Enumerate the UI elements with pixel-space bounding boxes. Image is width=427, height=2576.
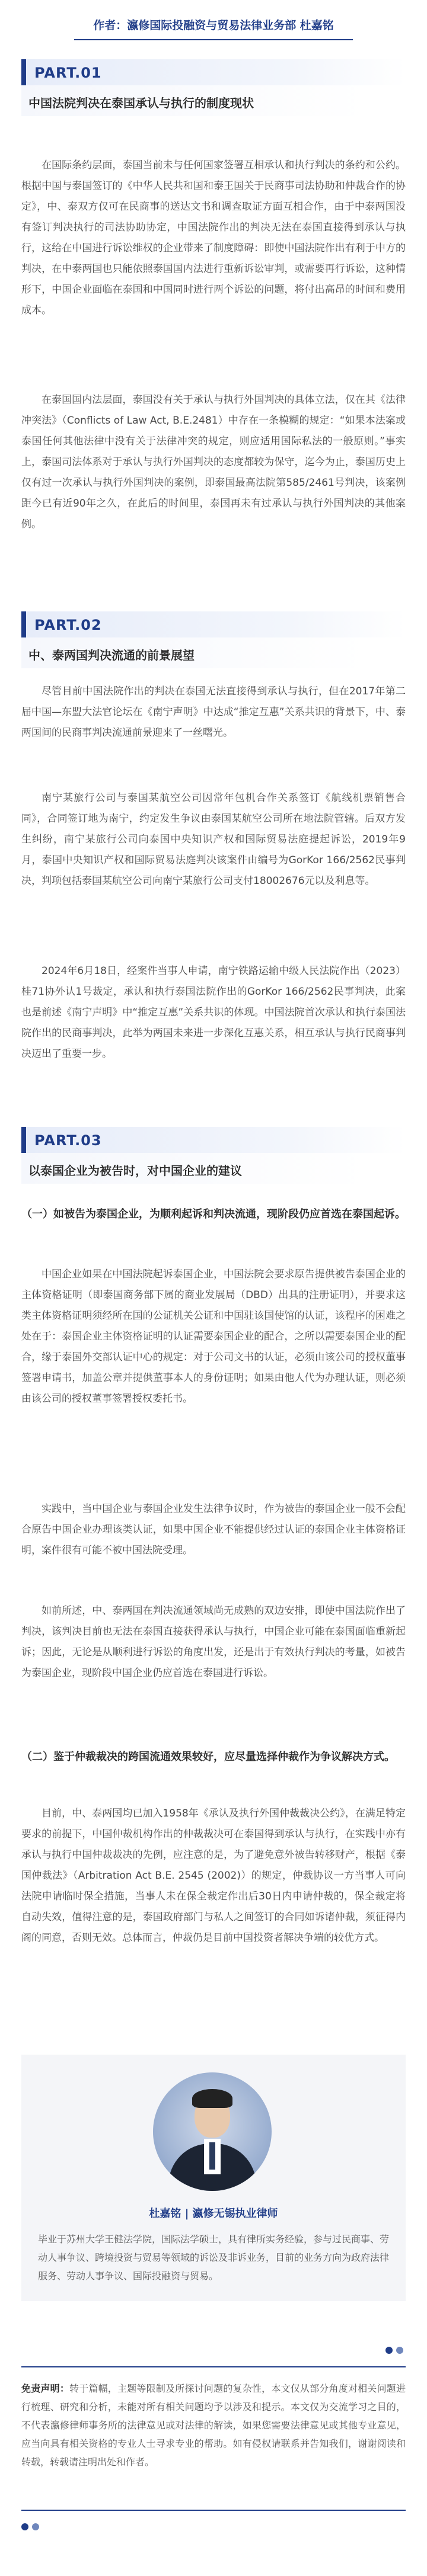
section-1-paragraph-1: 在国际条约层面，泰国当前未与任何国家签署互相承认和执行判决的条约和公约。根据中国与泰国签订的《中华人民共和国和泰王国关于民商事司法协助和仲裁合作的协定》，中、泰双方仅可在民商事的送达文书和调查取证方面互相合作，由于中泰两国没有签订判决执行的司法协助协定，中国法院作出的判决无法在泰国直接得到承认与执行，这给在中国进行诉讼维权的企业带来了制度障碍：即使中国法院作出有利于中方的判决，在中泰两国也只能依照泰国国内法进行重新诉讼审判，或需要再行诉讼，这种情形下，中国企业面临在泰国和中国同时进行两个诉讼的问题，将付出高昂的时间和费用成本。 xyxy=(21,159,406,316)
section-1-part-bar xyxy=(21,59,406,85)
section-1-paragraph-2: 在泰国国内法层面，泰国没有关于承认与执行外国判决的具体立法，仅在其《法律冲突法》（Conflicts of Law Act, B.E.2481）中存在一条模糊的规定：“如果本法案或泰国任何其他法律中没有关于法律冲突的规定，则应适用国际私法的一般原则。”事实上，泰国司法体系对于承认与执行外国判决的态度都较为保守，迄今为止，泰国历史上仅有过一次承认与执行外国判决的案例，即泰国最高法院第585/2461号判决，该案例距今已有近90年之久，在此后的时间里，泰国再未有过承认与执行外国判决的其他案例。 xyxy=(21,394,406,530)
section-3-1-paragraph-2: 实践中，当中国企业与泰国企业发生法律争议时，作为被告的泰国企业一般不会配合原告中国企业办理该类认证，如果中国企业不能提供经过认证的泰国企业主体资格证明，案件很有可能不被中国法院受理。 xyxy=(21,1503,406,1556)
section-2-paragraph-1: 尽管目前中国法院作出的判决在泰国无法直接得到承认与执行，但在2017年第二届中国—东盟大法官论坛在《南宁声明》中达成“推定互惠”关系共识的背景下，中、泰两国间的民商事判决流通前景迎来了一丝曙光。 xyxy=(21,685,406,739)
section-3-1-paragraph-1: 中国企业如果在中国法院起诉泰国企业，中国法院会要求原告提供被告泰国企业的主体资格证明（即泰国商务部下属的商业发展局（DBD）出具的注册证明），并要求这类主体资格证明须经所在国的公证机关公证和中国驻该国使馆的认证，该程序的困难之处在于：泰国企业主体资格证明的认证需要泰国企业的配合，之所以需要泰国企业的配合，缘于泰国外交部认证中心的规定：对于公司文书的认证，必须由该公司的授权董事签署申请书，加盖公章并提供董事本人的身份证明；如果由他人代为办理认证，则必须由该公司的授权董事签署授权委托书。 xyxy=(21,1268,406,1405)
divider-rule-top xyxy=(21,2366,406,2367)
dot-icon xyxy=(21,2523,28,2530)
author-avatar xyxy=(153,2072,272,2191)
section-1-title-bar xyxy=(21,85,406,116)
disclaimer-label: 免责声明： xyxy=(21,2383,70,2394)
section-3-part-label: PART.03 xyxy=(34,1132,102,1149)
dot-icon xyxy=(385,2347,393,2354)
avatar-hair-shape xyxy=(192,2089,232,2108)
section-2-header xyxy=(21,611,406,668)
dot-icon xyxy=(396,2347,403,2354)
author-card-name: 杜嘉铭 | 瀛修无锡执业律师 xyxy=(149,2207,278,2220)
section-2-title: 中、泰两国判决流通的前景展望 xyxy=(28,648,195,662)
section-1-header xyxy=(21,59,406,116)
section-1-part-label: PART.01 xyxy=(34,65,102,81)
section-3-title-bar xyxy=(21,1153,406,1184)
divider-dots-top xyxy=(385,2345,407,2356)
section-1-title: 中国法院判决在泰国承认与执行的制度现状 xyxy=(28,96,254,110)
divider-dots-bottom xyxy=(21,2521,43,2533)
dot-icon xyxy=(32,2523,39,2530)
section-2-part-bar xyxy=(21,611,406,637)
author-card-bio: 毕业于苏州大学王健法学院，国际法学硕士，具有律所实务经验，参与过民商事、劳动人事争议、跨境投资与贸易等领域的诉讼及非诉业务，目前的业务方向为政府法律服务、劳动人事争议、国际投融资与贸易。 xyxy=(38,2234,390,2282)
section-3-subheading-1: （一）如被告为泰国企业，为顺利起诉和判决流通，现阶段仍应首选在泰国起诉。 xyxy=(21,1208,406,1220)
divider-rule-bottom xyxy=(21,2510,406,2511)
disclaimer xyxy=(21,2379,406,2471)
section-3-subheading-2: （二）鉴于仲裁裁决的跨国流通效果较好，应尽量选择仲裁作为争议解决方式。 xyxy=(21,1751,395,1763)
section-2-paragraph-3: 2024年6月18日，经案件当事人申请，南宁铁路运输中级人民法院作出（2023）桂71协外认1号裁定，承认和执行泰国法院作出的GorKor 166/2562民事判决，此案也是前述《南宁声明》中“推定互惠”关系共识的体现。中国法院首次承认和执行泰国法院作出的民商事判决，此举为两国未来进一步深化互惠关系，相互承认与执行民商事判决迈出了重要一步。 xyxy=(21,965,406,1060)
section-3-title: 以泰国企业为被告时，对中国企业的建议 xyxy=(28,1164,242,1178)
author-underline xyxy=(74,39,353,40)
section-3-2-paragraph-1: 目前，中、泰两国均已加入1958年《承认及执行外国仲裁裁决公约》，在满足特定要求的前提下，中国仲裁机构作出的仲裁裁决可在泰国得到承认与执行，在实践中亦有承认与执行中国仲裁裁决的先例，应注意的是，为了避免意外被告转移财产，根据《泰国仲裁法》（Arbitration Act B.E. 2545 (2002)）的规定，仲裁协议一方当事人可向法院申请临时保全措施，当事人未在保全裁定作出后30日内申请仲裁的，保全裁定将自动失效，值得注意的是，泰国政府部门与私人之间签订的合同如诉诸仲裁，须征得内阁的同意，否则无效。总体而言，仲裁仍是目前中国投资者解决争端的较优方式。 xyxy=(21,1808,406,1944)
author-line: 作者：瀛修国际投融资与贸易法律业务部 杜嘉铭 xyxy=(93,19,334,32)
avatar-tie-shape xyxy=(209,2142,215,2170)
section-3-part-bar xyxy=(21,1127,406,1153)
section-2-title-bar xyxy=(21,637,406,668)
section-3-header xyxy=(21,1127,406,1184)
section-2-paragraph-2: 南宁某旅行公司与泰国某航空公司因常年包机合作关系签订《航线机票销售合同》，合同签订地为南宁，约定发生争议由泰国某航空公司所在地法院管辖。后双方发生纠纷，南宁某旅行公司向泰国中央知识产权和国际贸易法庭提起诉讼，2019年9月，泰国中央知识产权和国际贸易法庭判决该案件由编号为GorKor 166/2562民事判决，判项包括泰国某航空公司向南宁某旅行公司支付18002676元以及利息等。 xyxy=(21,792,406,887)
section-2-part-label: PART.02 xyxy=(34,617,102,633)
disclaimer-text: 转于篇幅，主题等限制及所探讨问题的复杂性，本文仅从部分角度对相关问题进行梳理、研究和分析，未能对所有相关问题均予以涉及和提示。本文仅为交流学习之目的，不代表瀛修律师事务所的法律意见或对法律的解读，如果您需要法律意见或其他专业意见，应当向具有相关资格的专业人士寻求专业的帮助。如有侵权请联系并告知我们，谢谢阅读和转载，转载请注明出处和作者。 xyxy=(21,2383,406,2468)
author-card xyxy=(21,2055,406,2301)
section-3-1-paragraph-3: 如前所述，中、泰两国在判决流通领域尚无成熟的双边安排，即使中国法院作出了判决，该判决目前也无法在泰国直接获得承认与执行，中国企业可能在泰国面临重新起诉；因此，无论是从顺利进行诉讼的角度出发，还是出于有效执行判决的考量，如被告为泰国企业，现阶段中国企业仍应首选在泰国进行诉讼。 xyxy=(21,1605,406,1679)
